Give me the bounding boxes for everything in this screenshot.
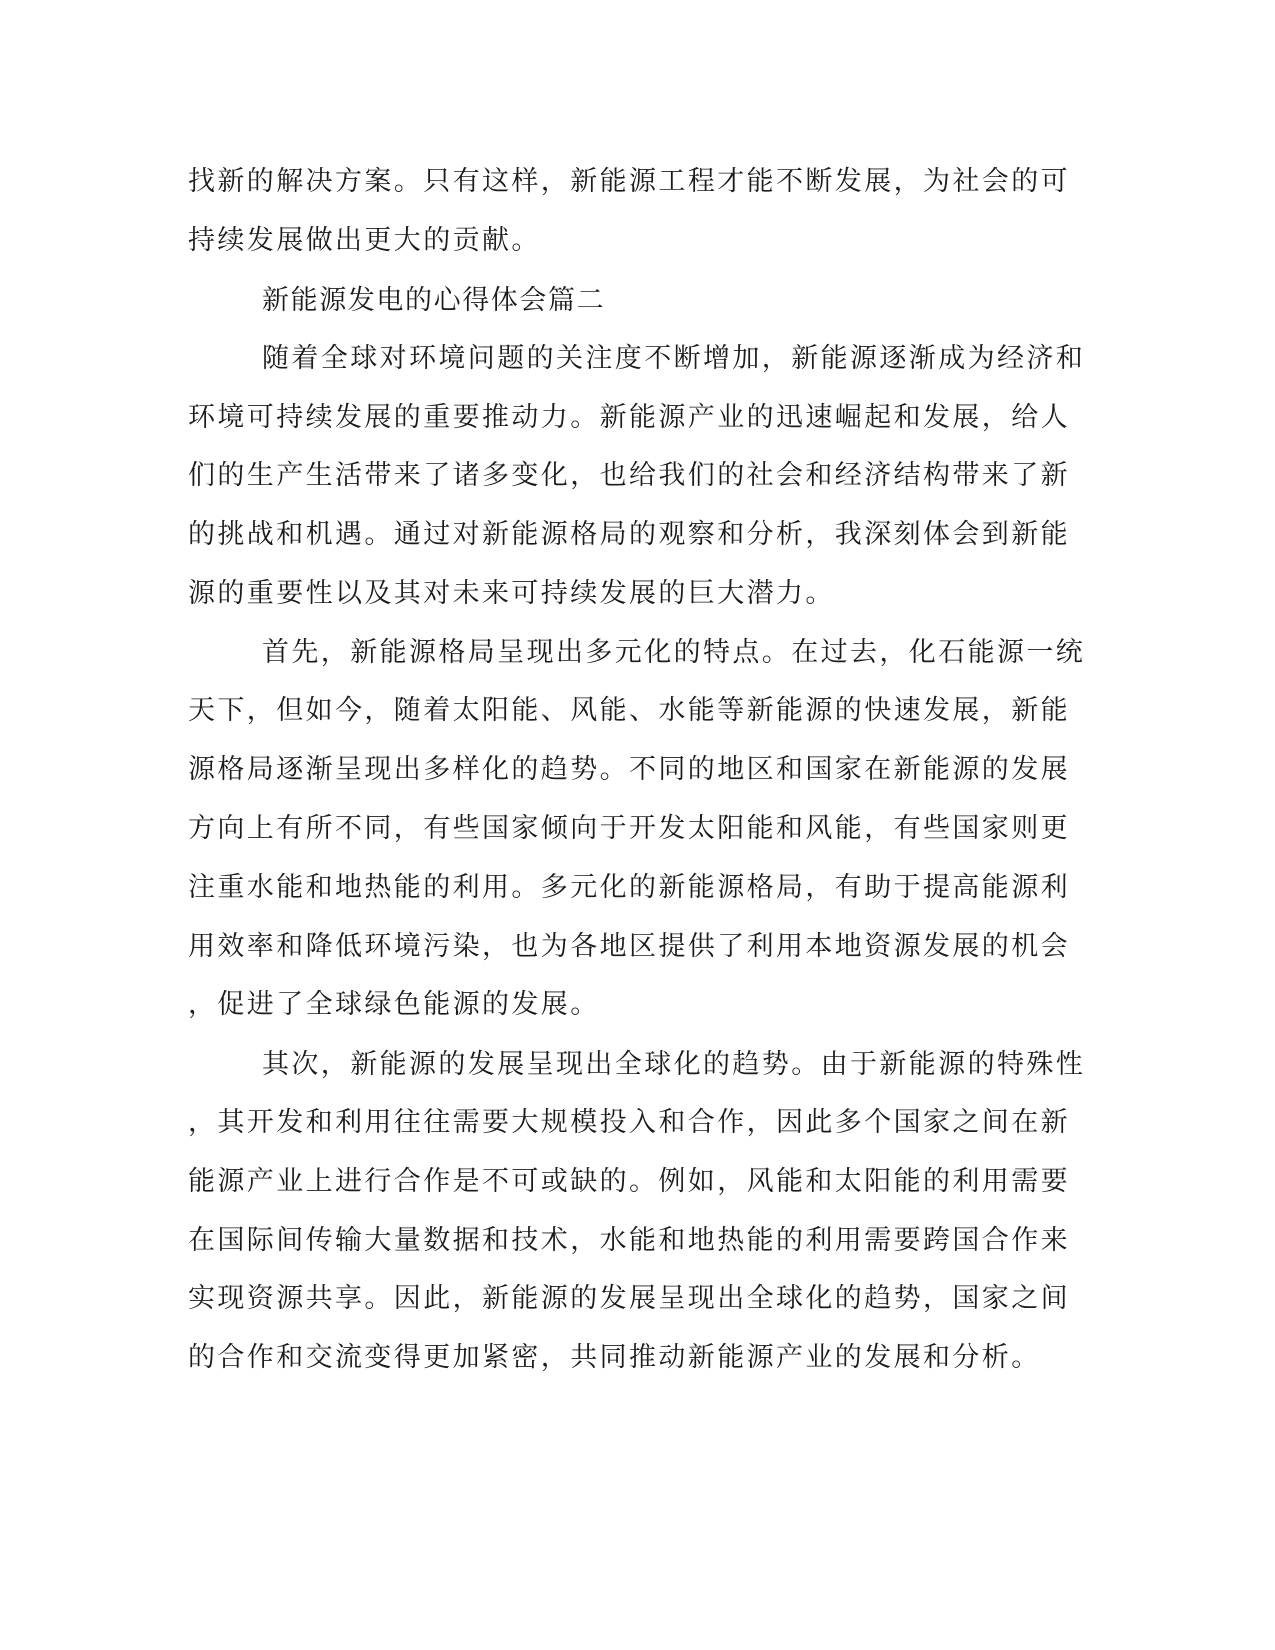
text-line: ，其开发和利用往往需要大规模投入和合作，因此多个国家之间在新 [188, 1107, 1070, 1138]
text-line: 随着全球对环境问题的关注度不断增加，新能源逐渐成为经济和 [262, 343, 1086, 374]
text-line: 的挑战和机遇。通过对新能源格局的观察和分析，我深刻体会到新能 [188, 519, 1070, 550]
text-line: ，促进了全球绿色能源的发展。 [188, 989, 600, 1020]
text-line: 持续发展做出更大的贡献。 [188, 225, 541, 256]
text-line: 方向上有所不同，有些国家倾向于开发太阳能和风能，有些国家则更 [188, 813, 1070, 844]
text-line: 天下，但如今，随着太阳能、风能、水能等新能源的快速发展，新能 [188, 695, 1070, 726]
section-heading: 新能源发电的心得体会篇二 [262, 285, 606, 316]
text-line: 们的生产生活带来了诸多变化，也给我们的社会和经济结构带来了新 [188, 460, 1070, 491]
text-line: 的合作和交流变得更加紧密，共同推动新能源产业的发展和分析。 [188, 1342, 1041, 1373]
text-line: 能源产业上进行合作是不可或缺的。例如，风能和太阳能的利用需要 [188, 1166, 1070, 1197]
text-line: 源格局逐渐呈现出多样化的趋势。不同的地区和国家在新能源的发展 [188, 754, 1070, 785]
text-line: 其次，新能源的发展呈现出全球化的趋势。由于新能源的特殊性 [262, 1049, 1086, 1080]
text-line: 首先，新能源格局呈现出多元化的特点。在过去，化石能源一统 [262, 637, 1086, 668]
text-line: 实现资源共享。因此，新能源的发展呈现出全球化的趋势，国家之间 [188, 1283, 1070, 1314]
text-line: 用效率和降低环境污染，也为各地区提供了利用本地资源发展的机会 [188, 931, 1070, 962]
text-line: 在国际间传输大量数据和技术，水能和地热能的利用需要跨国合作来 [188, 1225, 1070, 1256]
text-line: 源的重要性以及其对未来可持续发展的巨大潜力。 [188, 578, 835, 609]
text-line: 注重水能和地热能的利用。多元化的新能源格局，有助于提高能源利 [188, 872, 1070, 903]
text-line: 环境可持续发展的重要推动力。新能源产业的迅速崛起和发展，给人 [188, 402, 1070, 433]
text-line: 找新的解决方案。只有这样，新能源工程才能不断发展，为社会的可 [188, 166, 1070, 197]
